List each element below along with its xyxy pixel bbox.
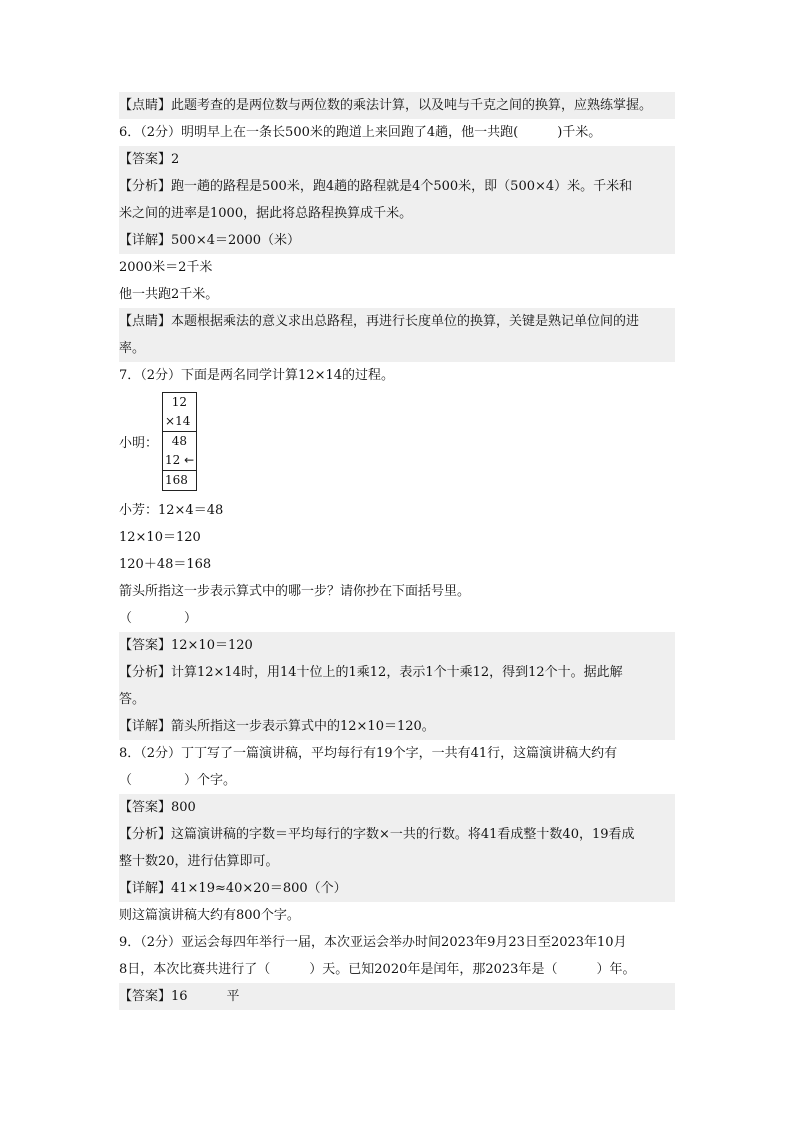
text-line: 【详解】箭头所指这一步表示算式中的12×10＝120。 [119, 713, 675, 740]
text-block-upper [119, 92, 675, 389]
text-line: （ ） [119, 611, 198, 626]
text-line: 【点睛】本题根据乘法的意义求出总路程，再进行长度单位的换算，关键是熟记单位间的进 [119, 308, 675, 335]
vertical-multiplication [162, 392, 197, 491]
text-line: 【答案】16 平 [119, 983, 675, 1010]
text-line: 则这篇演讲稿大约有800个字。 [119, 908, 300, 923]
vcalc-row-multiplier: ×14 [163, 412, 196, 432]
text-line: 【详解】41×19≈40×20＝800（个） [119, 875, 675, 902]
text-line: 米之间的进率是1000，据此将总路程换算成千米。 [119, 200, 675, 227]
text-line: 【详解】500×4＝2000（米） [119, 227, 675, 254]
text-line: 12×10＝120 [119, 530, 201, 545]
text-line: 2000米＝2千米 [119, 260, 213, 275]
vcalc-row-partial-1: 48 [171, 433, 188, 448]
text-line: 【答案】800 [119, 794, 675, 821]
text-line: 8．（2分）丁丁写了一篇演讲稿，平均每行有19个字，一共有41行，这篇演讲稿大约有 [119, 746, 618, 761]
vcalc-row-product: 168 [165, 472, 188, 487]
vcalc-row-partial-2 [163, 451, 196, 471]
xiaoming-label: 小明： [119, 435, 159, 451]
text-line: 【答案】2 [119, 146, 675, 173]
vcalc-row-multiplicand: 12 [171, 394, 188, 409]
text-line: 【分析】跑一趟的路程是500米，跑4趟的路程就是4个500米，即（500×4）米。千米和 [119, 173, 675, 200]
text-line: 整十数20，进行估算即可。 [119, 848, 675, 875]
text-line: 9．（2分）亚运会每四年举行一届，本次亚运会举办时间2023年9月23日至2023年10月 [119, 935, 627, 950]
text-line: 答。 [119, 686, 675, 713]
text-line: 【点睛】此题考查的是两位数与两位数的乘法计算，以及吨与千克之间的换算，应熟练掌握。 [119, 92, 675, 119]
text-line: （ ）个字。 [119, 773, 237, 788]
vcalc-partial-2-text: 12 [165, 452, 181, 467]
text-line: 7．（2分）下面是两名同学计算12×14的过程。 [119, 368, 395, 383]
text-line: 他一共跑2千米。 [119, 287, 219, 302]
text-line: 【分析】这篇演讲稿的字数＝平均每行的字数×一共的行数。将41看成整十数40，19看成 [119, 821, 675, 848]
text-block-lower [119, 497, 675, 1010]
text-line: 6．（2分）明明早上在一条长500米的跑道上来回跑了4趟，他一共跑( )千米。 [119, 125, 602, 140]
text-line: 【分析】计算12×14时，用14十位上的1乘12，表示1个十乘12，得到12个十。据此解 [119, 659, 675, 686]
text-line: 小芳：12×4＝48 [119, 503, 224, 518]
document-body [119, 92, 675, 1010]
text-line: 【答案】12×10＝120 [119, 632, 675, 659]
text-line: 箭头所指这一步表示算式中的哪一步？请你抄在下面括号里。 [119, 584, 471, 599]
left-arrow-icon: ← [184, 452, 195, 467]
text-line: 8日，本次比赛共进行了（ ）天。已知2020年是闰年，那2023年是（ ）年。 [119, 962, 636, 977]
text-line: 120＋48＝168 [119, 557, 212, 572]
xiaoming-calculation [119, 389, 675, 493]
text-line: 率。 [119, 335, 675, 362]
